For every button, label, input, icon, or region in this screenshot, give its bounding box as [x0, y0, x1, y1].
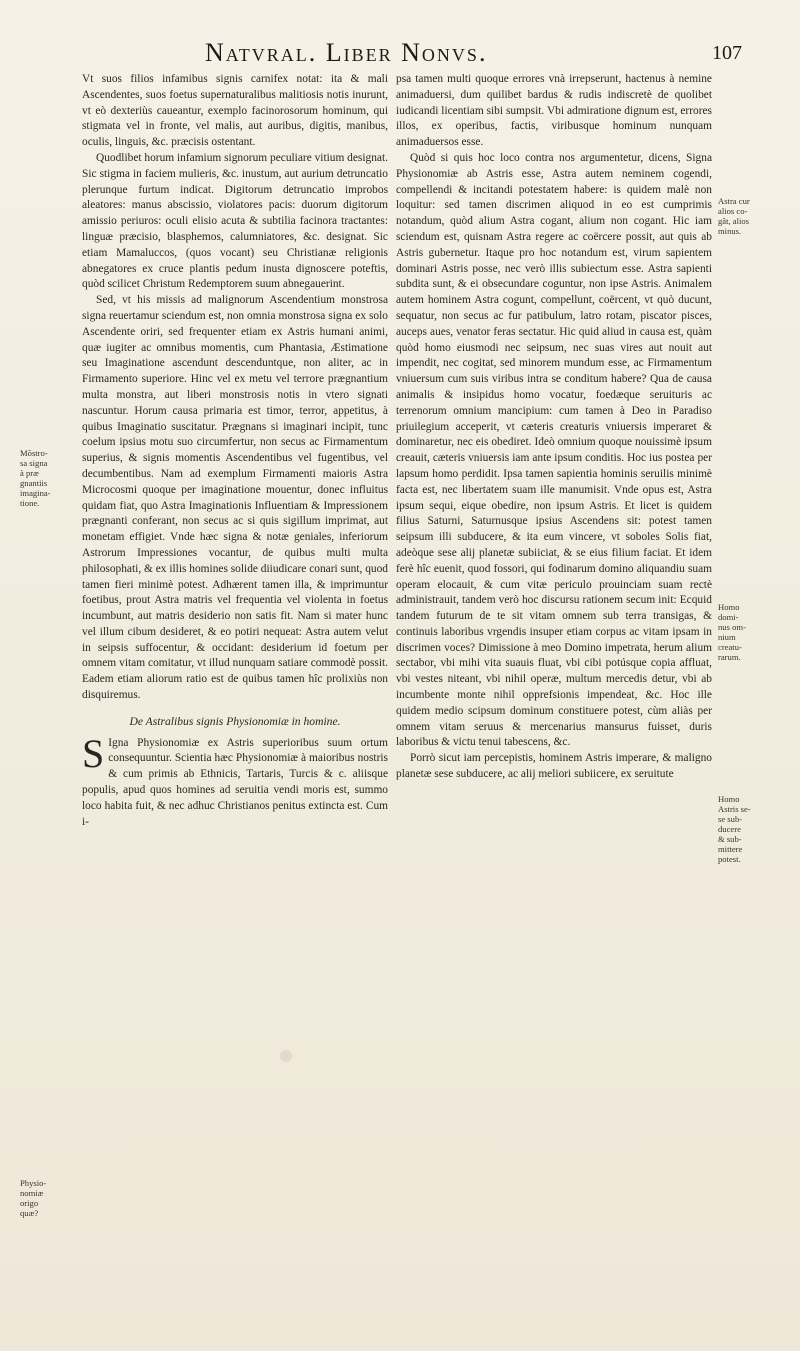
paragraph: Vt suos filios infamibus signis carnifex notat: ita & mali Ascendentes, suos foetus supernaturalibus malitiosis notis inurunt, vt eò dexteriùs caueantur, exemplo facinorosorum hominum, qui stigmata vel in fronte, vel malis, aut auribus, digitis, manibus, oculis, linguis, &c. præcisis ostentant. — [82, 73, 388, 149]
paper-stain — [280, 1050, 292, 1062]
paragraph-text: Igna Physionomiæ ex Astris superioribus suum ortum consequuntur. Scientia hæc Physionomiæ à maioribus nostris & cum primis ab Ethnicis, Tartaris, Turcis & c. aliisque populis, apud quos homines ad seruitia vendi moris est, summo loco habita fuit, & nec adhuc Christianos penitus extincta est. Cum i- — [82, 736, 388, 828]
paragraph: Quòd si quis hoc loco contra nos argumentetur, dicens, Signa Physionomiæ ab Astris esse, Astra autem neminem cogendi, compellendi & incitandi potestatem habere: is quidem malè non loquitur: sed tamen discrimen aliquod in eo est cumprimis notandum, quòd alium Astra cogant, alium non cogant. Hic iam sciendum est, quisnam Astra regere ac coërcere possit, aut quis ab Astris gubernetur. Itaque pro hoc notandum est, virum sapientem dominari Astris posse, nec verò illis subiectum esse. Astra sapienti subdita sunt, & ei obsecundare coguntur, non ipse Astris. Animalem autem hominem Astra cogunt, compellunt, coërcent, vt quò ducunt, sequatur, non secus ac fur patibulum, latro rotam, piscator pisces, auceps aues, venator feras sectatur. Hic quid aliud in causa est, quàm quòd homo eiusmodi nec seipsum, nec suas vires aut nouit aut impendit, nec cogitat, sed minorem mundum esse, ac Firmamentum vniuersum cum suis viribus intra se conditum habere? Qua de causa animalis & insipidus homo vocatur, foedæque seruituris ac terrenorum omnium mancipium: cum tamen à Deo in Paradiso priuilegium acceperit, vt cæteris creaturis vniuersis imperaret & dominaretur, nec eis obediret. Ideò omnium quoque nouissimè ipsum creauit, cæteris vniuersis iam ante ipsum conditis. Hoc ius postea per lapsum homo perdidit. Ipsa tamen sapientia hominis seruilis minimè facta est, nec libertatem suam ille manumisit. Vnde opus est, Astra ipsum sequi, eique obedire, non ipsum Astris. Et licet is quidem filius Saturni, Saturnusque ipsius Ascendens sit: potest tamen seipsum illi subducere, & ita eum vincere, vt soboles Solis fiat, adeòque sese alij planetæ subiiciat, & se eius filium faciat. Et idem ferè hîc euenit, quod fossori, qui fodinarum domino aliquandiu suam operam elocauit, & cum vitæ periculo prouinciam suam rectè administrauit, tandem verò hoc discursu rationem secum init: Ecquid tandem futurum de te sit vitam omnem sub terra transigas, & continuis laboribus vrgendis insuper etiam corpus ac vitam ipsam in discrimen voces? Dimissione à meo Domino impetrata, herum alium sectabor, vbi mihi vita suauis fluat, vbi cibi potúsque copia affluat, vbi vestes niteant, vbi nihil operæ, multum mercedis detur, vbi ab incumbente monte nihil opprefsionis impendeat, &c. Hoc ille quidem medio scipsum dominum constituere potest, cùm aliàs per omnem vitam seruus & mercenarius mansurus fuisset, duris laboribus & victu tenui tabescens, &c. — [396, 151, 712, 749]
margin-note-left: Physio- nomiæ origo quæ? — [20, 1178, 47, 1218]
dropcap-letter: S — [82, 730, 105, 776]
right-text-column — [396, 72, 712, 783]
page-number: 107 — [712, 42, 742, 64]
paragraph: Sed, vt his missis ad malignorum Ascendentium monstrosa signa reuertamur sciendum est, non omnia monstrosa signa ex solo Ascendente oriri, sed frequenter etiam ex Astris humani animi, quæ iugiter ac omnibus momentis, cum Phantasia, Æstimatione seu Imaginatione ascendunt descenduntque, non aliter, ac in Firmamento superiore. Hinc vel ex metu vel terrore prægnantium multa monstra, aut liberi monstrosis notis in vtero signati nascuntur. Horum causa primaria est timor, terror, appetitus, à quibus Imaginatio suscitatur. Prægnans si imaginari incipit, tunc coelum ipsius motu suo circumfertur, non secus ac Firmamentum superius, & signis momentis Ascendentibus vel fugentibus, vel decumbentibus. Nam ad exemplum Firmamenti maioris Astra Microcosmi quoque per imaginatione mouentur, donec influitus quidam fiat, quo Astra Imaginationis Influentiam & Impressionem prægnanti conferant, non secus ac si quis sigillum imprimat, aut monetam effigiet. Vnde hæc signa & notæ geniales, inferiorum Astrorum Impressiones vocantur, de quibus multi multa philosophati, & ex illis homines solide diiudicare conari sunt, quod tamen fieri minimè potest. Adhærent tamen illa, & imprimuntur foetibus, prout Astra matris vel frequentia vel violenta in foetus incumbunt, aut matris desiderio non satis fit. Nam si mater hunc vel illum cibum desideret, & eo potiri nequeat: Astra autem velut in seipsis suffocentur, & occidant: desiderium id foetum per omnem vitam comitatur, vt illud nunquam satiare commodè possit. Eadem etiam aliorum ratio est de quibus tamen hîc prolixiùs non disquiremus. — [82, 294, 388, 702]
left-text-column — [82, 72, 388, 830]
margin-note-left: Mõstro- sa signa à præ gnantiis imagina- tione. — [20, 448, 51, 508]
margin-note-right: Homo Astris se- se sub- ducere & sub- mittere potest. — [718, 794, 751, 864]
paragraph: psa tamen multi quoque errores vnà irrepserunt, hactenus à nemine animaduersi, dum quilibet bardus & rudis indiscretè de quolibet iudicandi licentiam sibi sumpsit. Vbi admiratione dignum est, errores illos, ex operibus, factis, viribusque hominum nunquam animaduersos esse. — [396, 73, 712, 149]
running-header — [0, 38, 800, 68]
margin-note-right: Astra cur alios co- gât, alios minus. — [718, 196, 750, 236]
margin-note-right: Homo domi- nus om- nium creatu- rarum. — [718, 602, 746, 662]
running-title: Natvral. Liber Nonvs. — [205, 38, 488, 67]
section-heading: De Astralibus signis Physionomiæ in homine. — [129, 714, 341, 728]
paragraph: Quodlibet horum infamium signorum peculiare vitium designat. Sic stigma in faciem mulieris, &c. inustum, aut aurium detruncatio plerunque furtum indicat. Digitorum detruncatio improbos aleatores: manus abscissio, violatores pacis: duorum digitorum amissio periuros: oculi elisio acuta & subtilia facinora tractantes: linguæ præcisio, blasphemos, calumniatores, &c. designat. Sic etiam Mamaluccos, (quos vocant) seu Christianæ religionis abnegatores ex cruce plantis pedum inusta dignoscere poteftis, quòd scilicet Christum Redemptorem suum abnegauerint. — [82, 151, 388, 291]
paragraph-with-dropcap — [82, 730, 388, 831]
paragraph: Porrò sicut iam percepistis, hominem Astris imperare, & maligno planetæ sese subducere, ac alij meliori subiicere, ex seruitute — [396, 752, 712, 781]
